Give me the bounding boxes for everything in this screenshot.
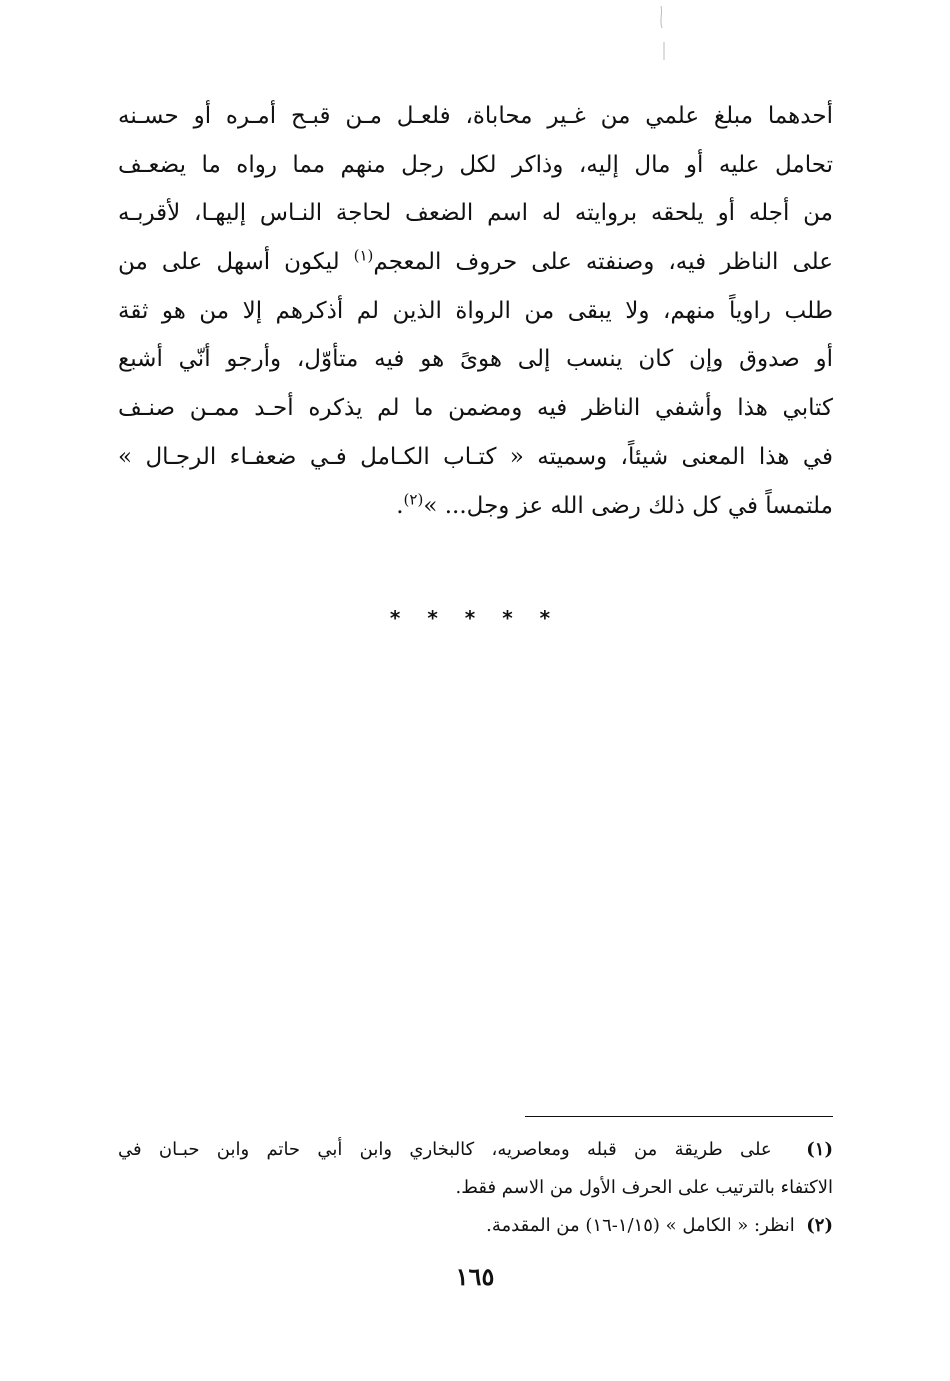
footnotes [118, 1131, 833, 1245]
text-line: أحدهما مبلغ علمي من غـير محاباة، فلعـل مـن قبـح أمـره أو حسـنه [118, 103, 833, 129]
section-separator: * * * * * [389, 606, 561, 630]
scan-margin-mark [655, 4, 669, 64]
text-line: تحامل عليه أو مال إليه، وذاكر لكل رجل منهم مما رواه ما يضعـف [118, 151, 833, 178]
page-number: ١٦٥ [455, 1262, 495, 1291]
text-line: كتابي هذا وأشفي الناظر فيه ومضمن ما لم يذكره أحـد ممـن صنـف [118, 395, 833, 422]
text-line-part: . [396, 492, 404, 519]
footnote-ref-1: (١) [353, 246, 374, 265]
footnote-number: (١) [806, 1139, 833, 1160]
footnote-text: على طريقة من قبله ومعاصريه، كالبخاري وابن أبي حاتم وابن حبـان في [118, 1139, 772, 1160]
footnote-text: انظر: « الكامل » (١/١٥-١٦) من المقدمة. [486, 1215, 795, 1236]
footnote-number: (٢) [806, 1215, 833, 1236]
text-line [118, 238, 833, 287]
footnote-rule [525, 1116, 833, 1117]
text-line-part: ليكون أسهل على من [118, 249, 354, 276]
footnote-1-continued: الاكتفاء بالترتيب على الحرف الأول من الاسم فقط. [455, 1177, 833, 1198]
text-line [118, 482, 833, 531]
footnote-ref-2: (٢) [403, 489, 424, 508]
text-line-part: ملتمساً في كل ذلك رضى الله عز وجل... » [423, 492, 833, 519]
text-line: أو صدوق وإن كان ينسب إلى هوىً هو فيه متأوّل، وأرجو أنّي أشبع [118, 346, 833, 373]
footnote-1 [118, 1131, 833, 1169]
text-line: في هذا المعنى شيئاً، وسميته « كتـاب الكـامل فـي ضعفـاء الرجـال » [118, 443, 833, 470]
text-line: من أجله أو يلحقه بروايته له اسم الضعف لحاجة النـاس إليهـا، لأقربـه [118, 200, 833, 227]
text-line-part: على الناظر فيه، وصنفته على حروف المعجم [373, 249, 833, 276]
main-paragraph [118, 92, 833, 530]
footnote-2 [118, 1207, 833, 1245]
text-line: طلب راوياً منهم، ولا يبقى من الرواة الذين لم أذكرهم إلا من هو ثقة [118, 297, 833, 324]
